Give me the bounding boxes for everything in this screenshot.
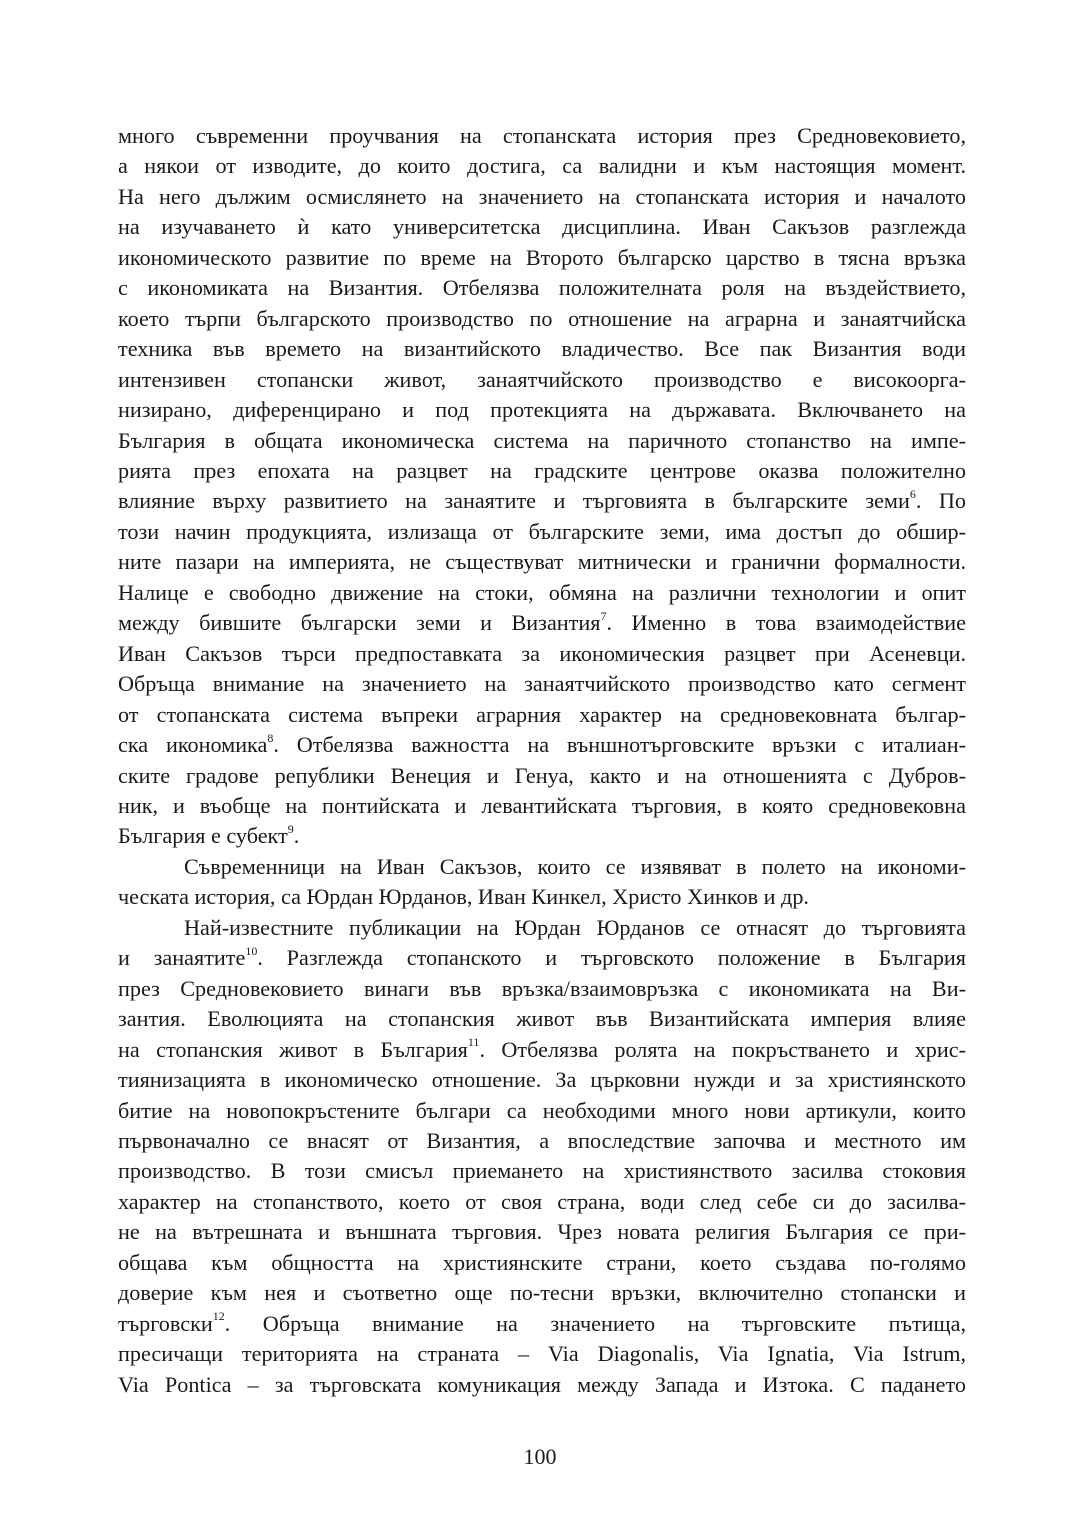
line-text: между бившите български земи и Византия: [118, 610, 601, 636]
text-line-with-footnote: [118, 486, 966, 516]
page-number: 100: [523, 1444, 557, 1469]
text-line: България в общата икономическа система на паричното стопанство на импе-: [118, 427, 966, 453]
text-line-with-footnote: [118, 730, 966, 760]
text-line-with-footnote: [118, 943, 966, 973]
text-line: Via Pontica – за търговската комуникация между Запада и Изтока. С падането: [118, 1371, 966, 1397]
paragraph-3: [118, 913, 966, 1400]
text-line: на изучаването ѝ като университетска дисциплина. Иван Сакъзов разглежда: [118, 214, 966, 240]
text-line: характер на стопанството, което от своя страна, води след себе си до засилва-: [118, 1188, 966, 1214]
line-text-tail: . Отбелязва важността на външнотърговските връзки с италиан-: [273, 732, 966, 758]
text-line: На него дължим осмислянето на значението на стопанската история и началото: [118, 183, 966, 209]
text-line: което търпи българското производство по отношение на аграрна и занаятчийска: [118, 305, 966, 331]
text-line: не на вътрешната и външната търговия. Чрез новата религия България се при-: [118, 1219, 966, 1245]
paragraph-2: [118, 852, 966, 913]
line-text: на стопанския живот в България: [118, 1036, 468, 1062]
text-line: производство. В този смисъл приемането на християнството засилва стоковия: [118, 1158, 966, 1184]
document-page: [118, 121, 966, 1400]
footnote-ref-10: 10: [245, 943, 258, 958]
text-line: ските градове републики Венеция и Генуа, както и на отношенията с Дубров-: [118, 762, 966, 788]
text-line-with-footnote: [118, 1035, 966, 1065]
text-line-with-footnote: [118, 608, 966, 638]
line-text: и занаятите: [118, 945, 246, 971]
line-text-tail: . Отбелязва ролята на покръстването и хрис-: [479, 1036, 966, 1062]
line-text-tail: .: [293, 823, 300, 849]
text-line: общава към общността на християнските страни, което създава по-голямо: [118, 1249, 966, 1275]
footnote-ref-11: 11: [467, 1035, 480, 1050]
text-line: Налице е свободно движение на стоки, обмяна на различни технологии и опит: [118, 579, 966, 605]
text-line: първоначално се внасят от Византия, а впоследствие започва и местното им: [118, 1127, 966, 1153]
text-line: през Средновековието винаги във връзка/взаимовръзка с икономиката на Ви-: [118, 975, 966, 1001]
line-text: България е субект: [118, 823, 288, 849]
text-line: много съвременни проучвания на стопанската история през Средновековието,: [118, 123, 966, 148]
text-line-with-footnote: [118, 1309, 966, 1339]
line-text: влияние върху развитието на занаятите и търговията в българските земи: [118, 488, 910, 514]
line-text-tail: . Именно в това взаимодействие: [606, 610, 967, 636]
text-line: ните пазари на империята, не съществуват митнически и гранични формалности.: [118, 549, 966, 575]
text-line: икономическото развитие по време на Второто българско царство в тясна връзка: [118, 244, 966, 270]
text-line: ческата история, са Юрдан Юрданов, Иван Кинкел, Христо Хинков и др.: [118, 884, 809, 910]
footnote-ref-9: 9: [287, 822, 294, 837]
text-line-indented: Съвременници на Иван Сакъзов, които се изявяват в полето на икономи-: [184, 853, 966, 879]
line-text: търговски: [118, 1310, 213, 1336]
text-line: от стопанската система въпреки аграрния характер на средновековната българ-: [118, 701, 966, 727]
text-line: техника във времето на византийското владичество. Все пак Византия води: [118, 336, 966, 362]
text-line: рията през епохата на разцвет на градските центрове оказва положително: [118, 457, 966, 483]
text-line: с икономиката на Византия. Отбелязва положителната роля на въздействието,: [118, 275, 966, 301]
footnote-ref-7: 7: [600, 608, 607, 623]
text-line-indented: Най-известните публикации на Юрдан Юрданов се отнасят до търговията: [184, 914, 966, 940]
footnote-ref-6: 6: [909, 487, 916, 502]
line-text-tail: . Обръща внимание на значението на търговските пътища,: [224, 1310, 966, 1336]
text-line: доверие към нея и съответно още по-тесни връзки, включително стопански и: [118, 1280, 966, 1306]
text-line: Иван Сакъзов търси предпоставката за икономическия разцвет при Асеневци.: [118, 640, 966, 666]
line-text-tail: . По: [915, 488, 966, 514]
text-line: зантия. Еволюцията на стопанския живот във Византийската империя влияе: [118, 1006, 966, 1032]
text-line: а някои от изводите, до които достига, са валидни и към настоящия момент.: [118, 153, 966, 179]
text-line: ник, и въобще на понтийската и левантийската търговия, в която средновековна: [118, 792, 966, 818]
text-line: битие на новопокръстените българи са необходими много нови артикули, които: [118, 1097, 966, 1123]
footnote-ref-12: 12: [212, 1309, 225, 1324]
text-line-with-footnote: [118, 821, 966, 851]
text-line: този начин продукцията, излизаща от българските земи, има достъп до обшир-: [118, 518, 966, 544]
text-line: низирано, диференцирано и под протекцията на държавата. Включването на: [118, 397, 966, 423]
text-line: тиянизацията в икономическо отношение. За църковни нужди и за християнското: [118, 1067, 966, 1093]
text-line: Обръща внимание на значението на занаятчийското производство като сегмент: [118, 671, 966, 697]
footnote-ref-8: 8: [267, 730, 274, 745]
text-line: пресичащи територията на страната – Via Diagonalis, Via Ignatia, Via Istrum,: [118, 1341, 966, 1367]
line-text-tail: . Разглежда стопанското и търговското положение в България: [257, 945, 967, 971]
text-line: интензивен стопански живот, занаятчийското производство е високоорга-: [118, 366, 966, 392]
paragraph-1: [118, 121, 966, 852]
line-text: ска икономика: [118, 732, 268, 758]
